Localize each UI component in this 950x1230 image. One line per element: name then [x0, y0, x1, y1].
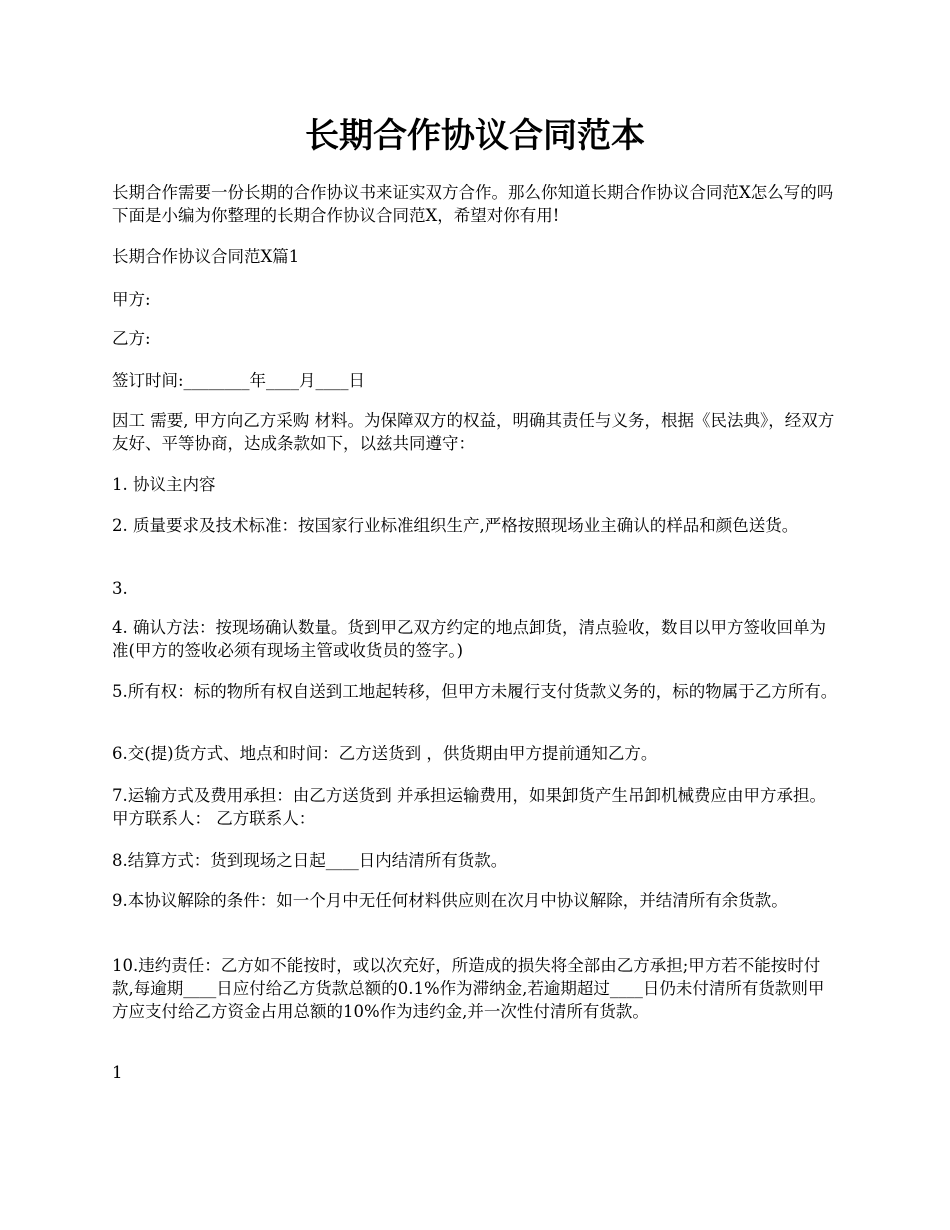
clause-item: 2. 质量要求及技术标准：按国家行业标准组织生产,严格按照现场业主确认的样品和颜色送货。: [112, 516, 799, 535]
clause-item: 4. 确认方法：按现场确认数量。货到甲乙双方约定的地点卸货，清点验收，数目以甲方签收回单为准(甲方的签收必须有现场主管或收货员的签字。): [112, 618, 826, 660]
party-b-label: 乙方:: [112, 329, 151, 348]
page-number: 1: [112, 1063, 123, 1082]
document-title: 长期合作协议合同范本: [305, 116, 645, 156]
clause-item: 1. 协议主内容: [112, 475, 216, 494]
clause-item: 9.本协议解除的条件：如一个月中无任何材料供应则在次月中协议解除，并结清所有余货款。: [112, 891, 788, 910]
clause-item: 3.: [112, 579, 128, 598]
section-heading: 长期合作协议合同范X篇1: [112, 247, 300, 266]
clause-item: 5.所有权：标的物所有权自送到工地起转移，但甲方未履行支付货款义务的，标的物属于乙方所有。: [112, 682, 838, 701]
sign-time-line: 签订时间:________年____月____日: [112, 371, 366, 390]
preamble-paragraph: 因工 需要, 甲方向乙方采购 材料。为保障双方的权益，明确其责任与义务，根据《民法典》，经双方友好、平等协商，达成条款如下，以兹共同遵守：: [112, 411, 835, 453]
clause-item: 10.违约责任：乙方如不能按时，或以次充好，所造成的损失将全部由乙方承担;甲方若不能按时付款,每逾期____日应付给乙方货款总额的0.1%作为滞纳金,若逾期超过____日仍未付清所有货款则甲方应支付给乙方资金占用总额的10%作为违约金,并一次性付清所有货款。: [112, 956, 825, 1021]
clause-item: 7.运输方式及费用承担：由乙方送货到 并承担运输费用，如果卸货产生吊卸机械费应由甲方承担。 甲方联系人： 乙方联系人：: [112, 786, 826, 828]
party-a-label: 甲方:: [112, 290, 151, 309]
clause-item: 6.交(提)货方式、地点和时间：乙方送货到 ，供货期由甲方提前通知乙方。: [112, 744, 658, 763]
clause-item: 8.结算方式：货到现场之日起____日内结清所有货款。: [112, 851, 508, 870]
intro-paragraph: 长期合作需要一份长期的合作协议书来证实双方合作。那么你知道长期合作协议合同范X怎么写的吗下面是小编为你整理的长期合作协议合同范X，希望对你有用!: [112, 183, 834, 225]
